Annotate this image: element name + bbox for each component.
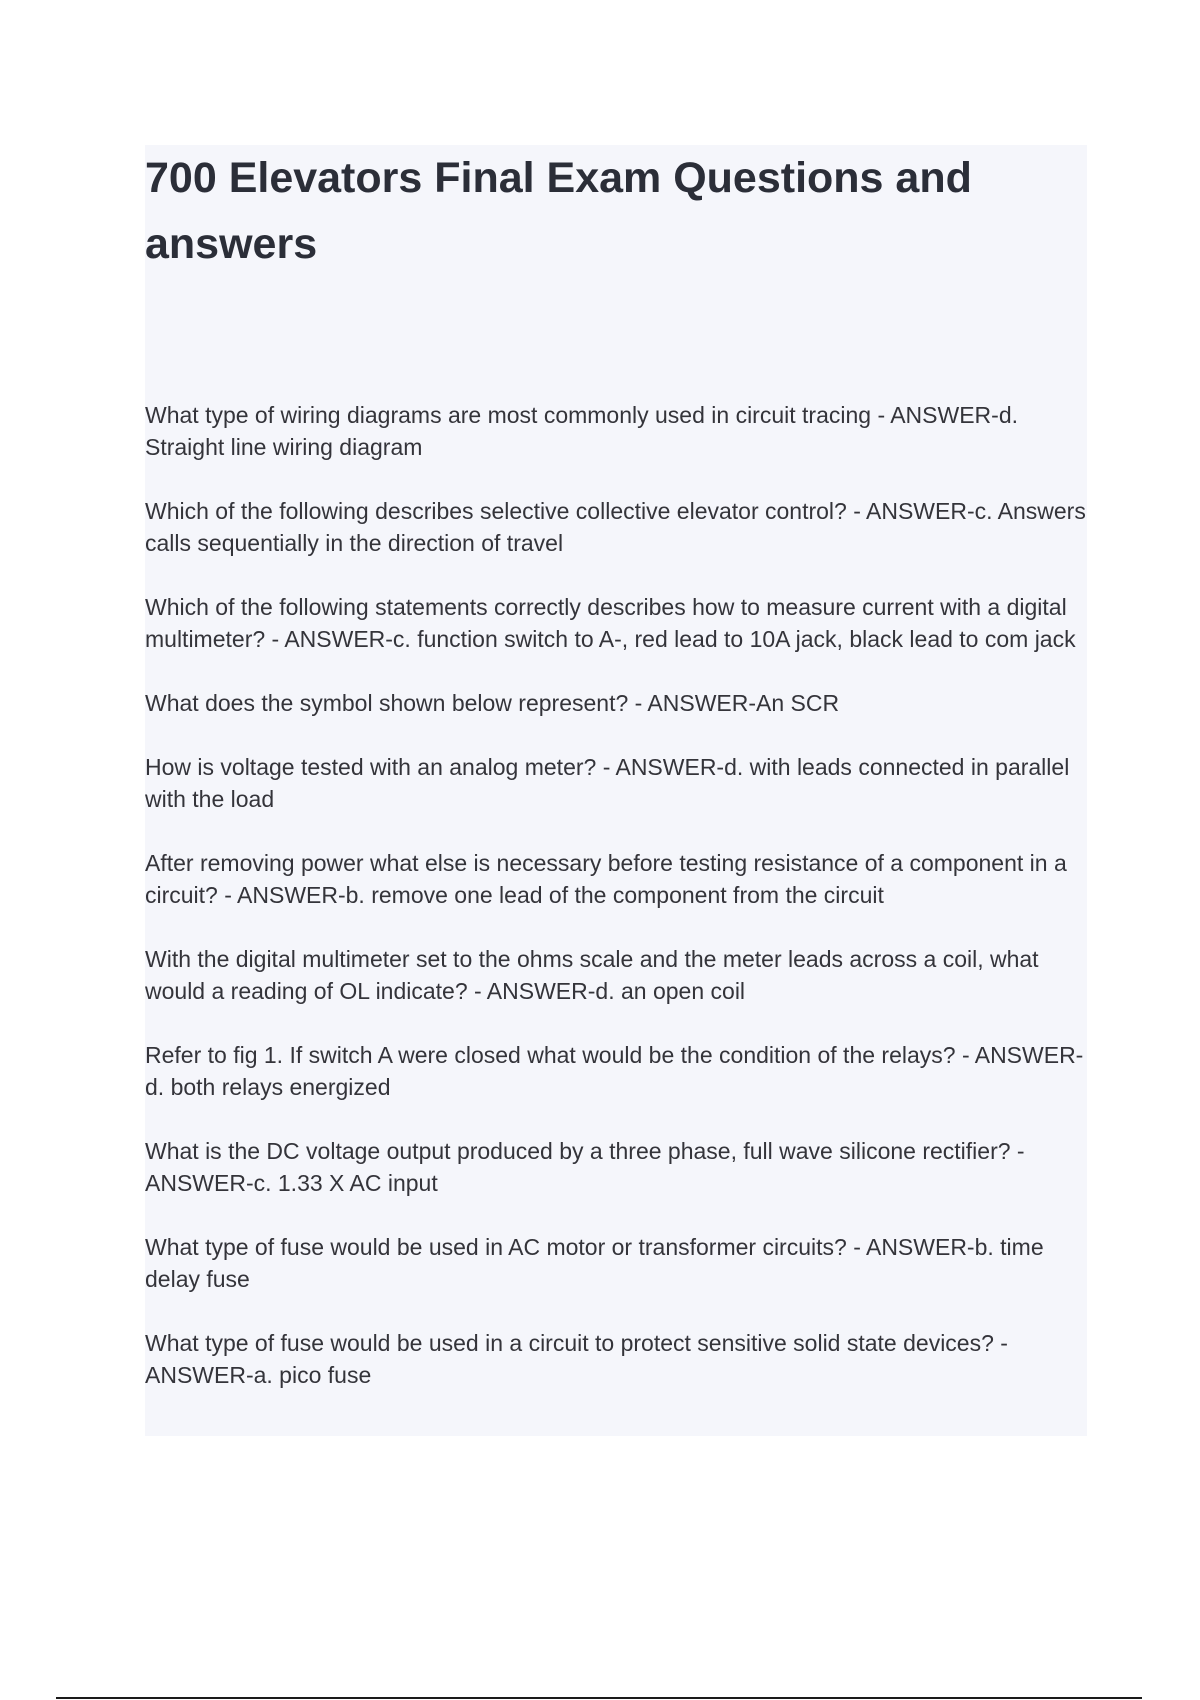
question-answer-item: What type of fuse would be used in AC motor or transformer circuits? - ANSWER-b. time delay fuse xyxy=(145,1234,1044,1292)
question-answer-item: What is the DC voltage output produced by a three phase, full wave silicone rectifier? - ANSWER-c. 1.33 X AC input xyxy=(145,1138,1025,1196)
question-answer-item: What does the symbol shown below represent? - ANSWER-An SCR xyxy=(145,690,840,716)
question-answer-item: Which of the following describes selective collective elevator control? - ANSWER-c. Answers calls sequentially in the direction of travel xyxy=(145,498,1086,556)
question-answer-item: Refer to fig 1. If switch A were closed what would be the condition of the relays? - ANSWER-d. both relays energized xyxy=(145,1042,1084,1100)
question-answer-item: With the digital multimeter set to the ohms scale and the meter leads across a coil, what would a reading of OL indicate? - ANSWER-d. an open coil xyxy=(145,946,1039,1004)
question-answer-list xyxy=(145,399,1095,1423)
document-page-content xyxy=(145,145,1087,1436)
question-answer-item: What type of wiring diagrams are most commonly used in circuit tracing - ANSWER-d. Straight line wiring diagram xyxy=(145,402,1019,460)
document-title: 700 Elevators Final Exam Questions and answers xyxy=(145,154,972,268)
footer-divider xyxy=(56,1697,1142,1699)
question-answer-item: Which of the following statements correctly describes how to measure current with a digital multimeter? - ANSWER-c. function switch to A-, red lead to 10A jack, black lead to com jack xyxy=(145,594,1076,652)
question-answer-item: What type of fuse would be used in a circuit to protect sensitive solid state devices? - ANSWER-a. pico fuse xyxy=(145,1330,1008,1388)
question-answer-item: After removing power what else is necessary before testing resistance of a component in a circuit? - ANSWER-b. remove one lead of the component from the circuit xyxy=(145,850,1067,908)
question-answer-item: How is voltage tested with an analog meter? - ANSWER-d. with leads connected in parallel with the load xyxy=(145,754,1070,812)
